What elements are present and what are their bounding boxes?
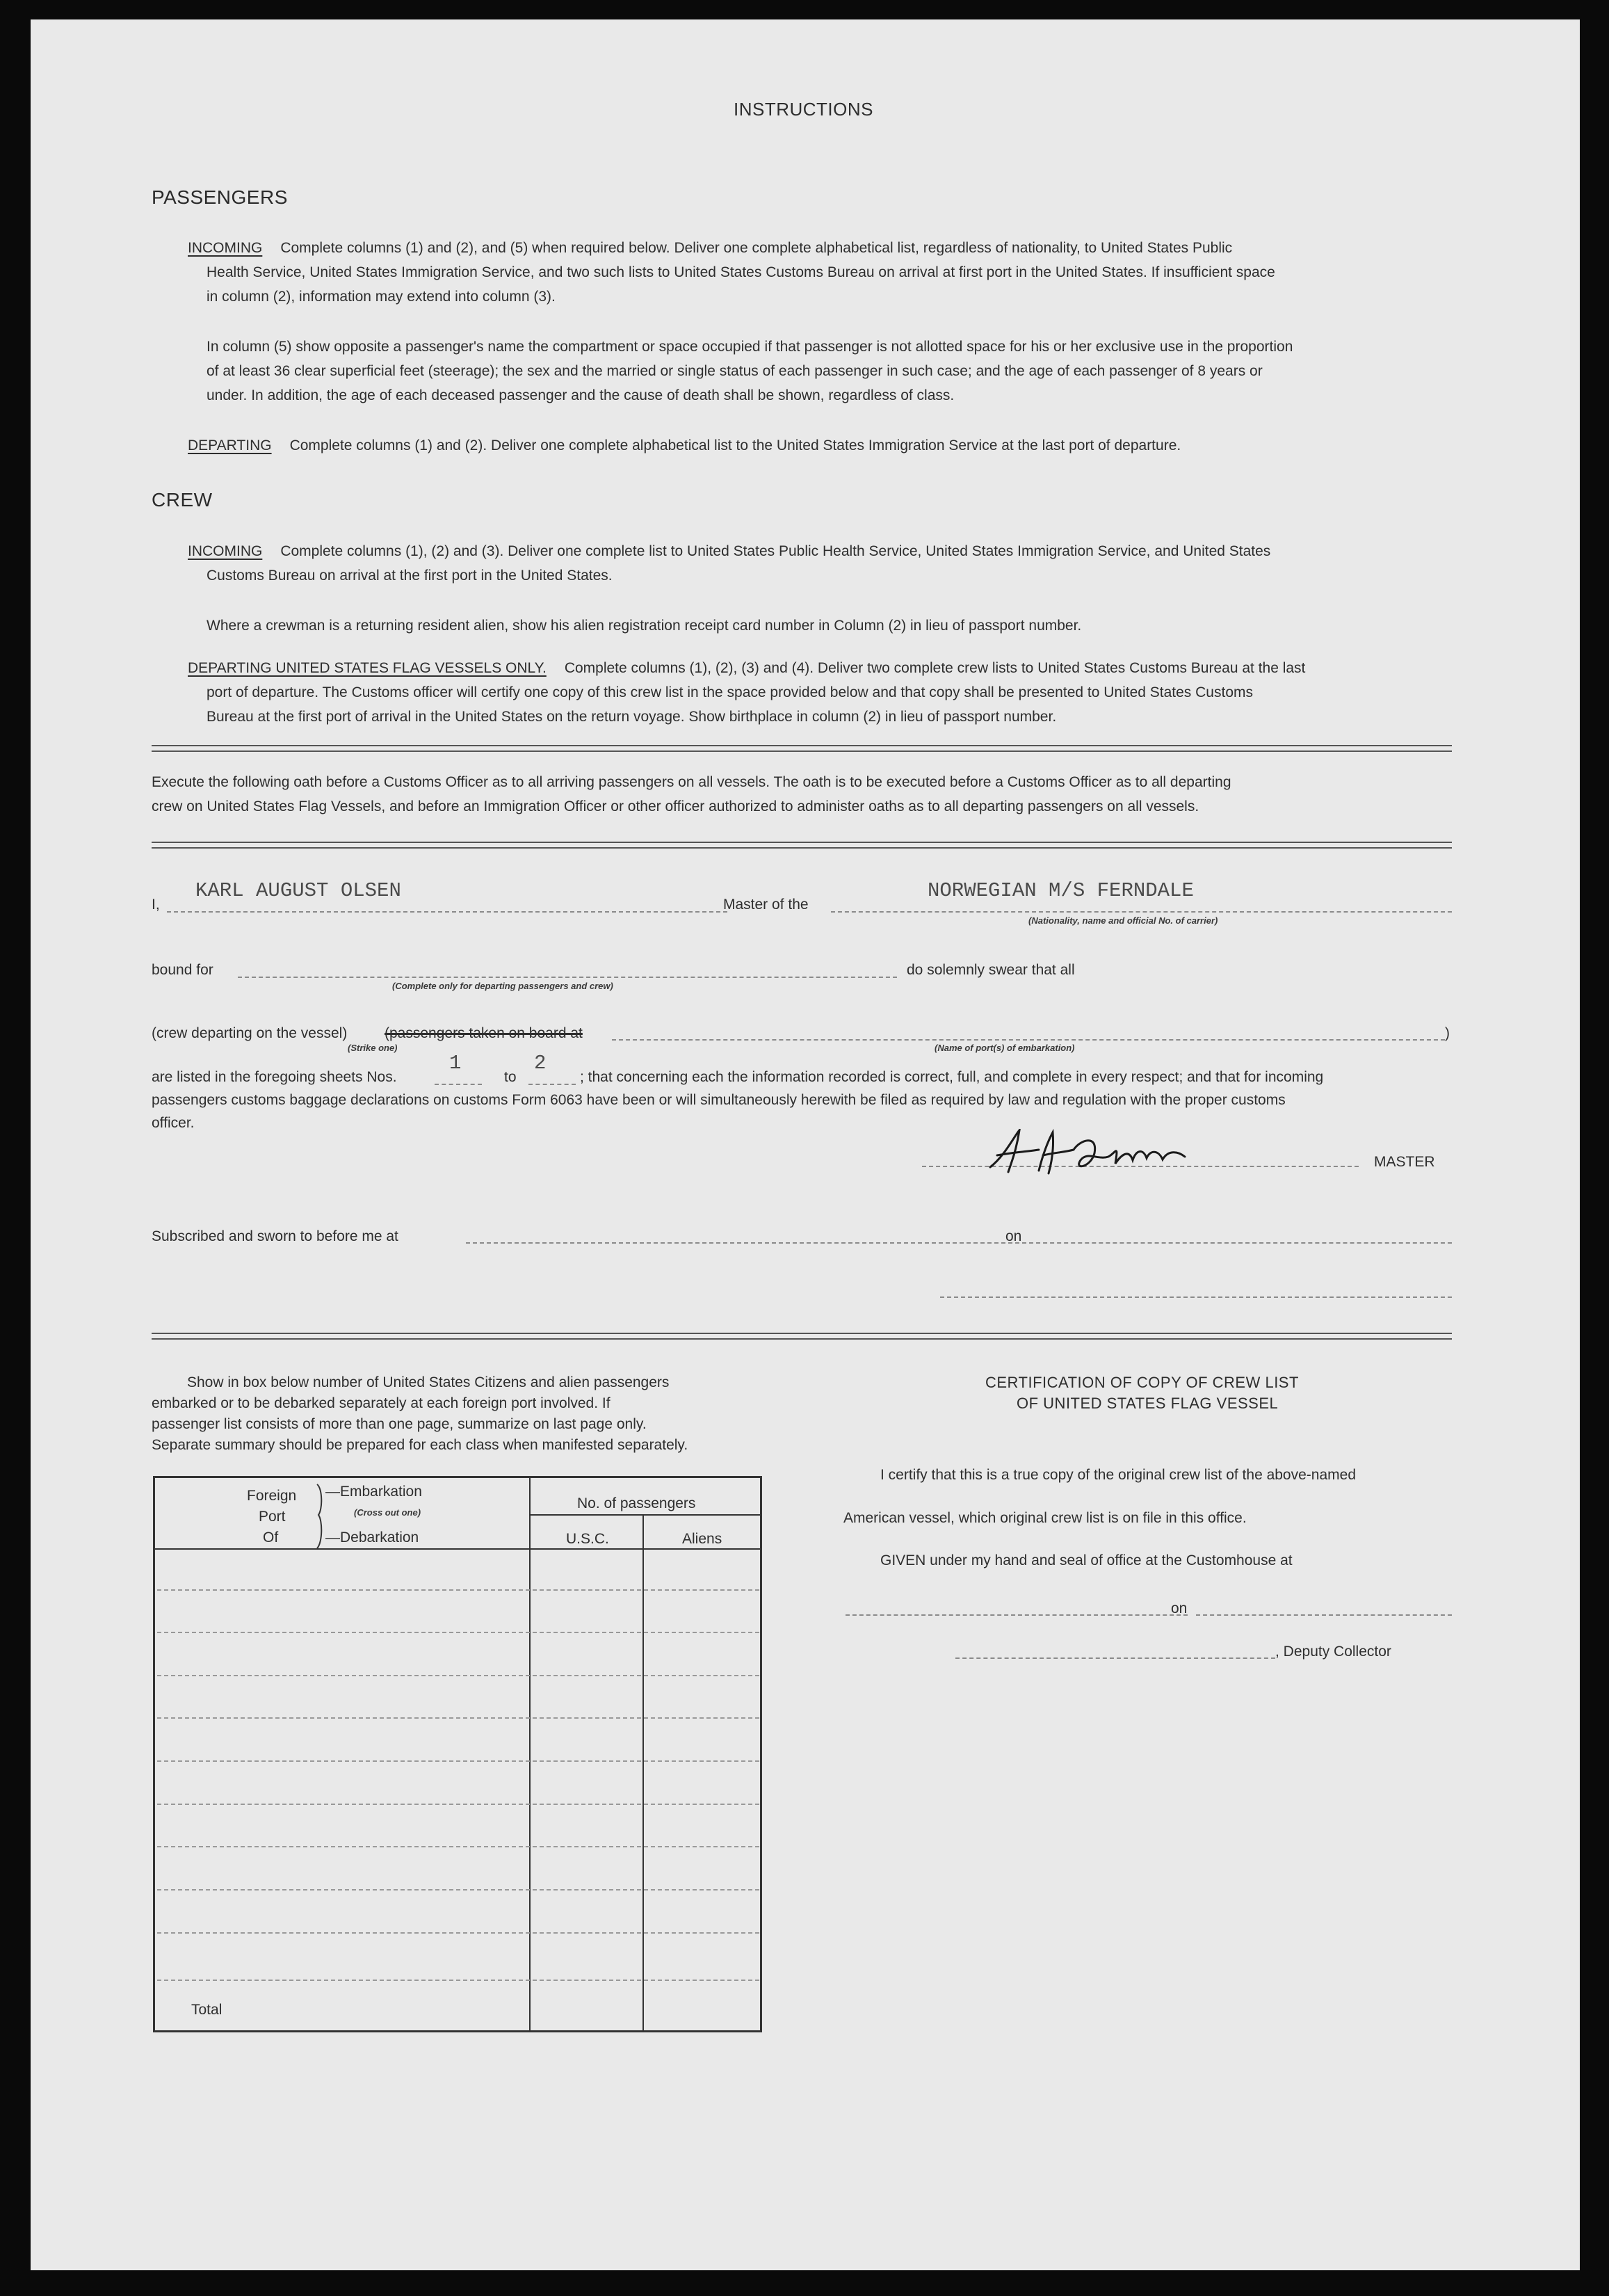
embarkation-option[interactable]: —Embarkation <box>325 1484 422 1500</box>
summary-instructions-line-1: Show in box below number of United States Citizens and alien passengers <box>187 1374 670 1390</box>
sheet-to-line <box>528 1084 576 1085</box>
ports-caption: (Name of port(s) of embarkation) <box>935 1043 1075 1053</box>
summary-instructions-line-2: embarked or to be debarked separately at each foreign port involved. If <box>152 1395 611 1411</box>
subscribed-place-field[interactable] <box>466 1242 1026 1244</box>
passengers-departing-line: DEPARTING Complete columns (1) and (2). Deliver one complete alphabetical list to the United States Immigration Service at the last port of departure. <box>188 437 1181 453</box>
master-of-label: Master of the <box>723 897 809 913</box>
oath-i-label: I, <box>152 897 160 913</box>
col-usc: U.S.C. <box>566 1531 609 1547</box>
crew-incoming-line-2: Customs Bureau on arrival at the first port in the United States. <box>207 568 613 584</box>
crew-departing-label: DEPARTING UNITED STATES FLAG VESSELS ONLY. <box>188 660 547 676</box>
listed-line-3: officer. <box>152 1115 195 1131</box>
col-foreign: Foreign <box>247 1488 297 1504</box>
summary-instructions-line-3: passenger list consists of more than one page, summarize on last page only. <box>152 1416 647 1432</box>
listed-line-1: are listed in the foregoing sheets Nos. <box>152 1069 397 1085</box>
crew-departing-line-2: port of departure. The Customs officer will certify one copy of this crew list in the space provided below and that copy shall be presented to United States Customs <box>207 684 1253 700</box>
divider-3 <box>152 1333 1452 1340</box>
passengers-incoming-line-3: in column (2), information may extend into column (3). <box>207 289 556 305</box>
vessel-field[interactable]: NORWEGIAN M/S FERNDALE <box>928 879 1194 902</box>
certify-line-2: American vessel, which original crew list is on file in this office. <box>843 1510 1247 1526</box>
certification-title-1: CERTIFICATION OF COPY OF CREW LIST <box>985 1374 1299 1391</box>
subscribed-date-field[interactable] <box>1029 1242 1452 1244</box>
swear-label: do solemnly swear that all <box>907 962 1075 978</box>
form-page <box>31 19 1580 2270</box>
strike-caption: (Strike one) <box>348 1043 398 1053</box>
passengers-taken-option[interactable]: (passengers taken on board at <box>385 1025 583 1041</box>
bound-for-label: bound for <box>152 962 213 978</box>
total-label: Total <box>191 2002 223 2018</box>
oath-instructions-line-2: crew on United States Flag Vessels, and before an Immigration Officer or other officer authorized to administer oaths as to all departing passengers on all vessels. <box>152 798 1199 814</box>
certify-line-1: I certify that this is a true copy of the original crew list of the above-named <box>880 1467 1356 1483</box>
crew-departing-line-3: Bureau at the first port of arrival in the United States on the return voyage. Show birthplace in column (2) in lieu of passport number. <box>207 709 1057 725</box>
close-paren: ) <box>1445 1025 1450 1041</box>
col-of: Of <box>263 1530 279 1546</box>
to-label: to <box>504 1069 517 1085</box>
passenger-summary-table <box>153 1476 762 2032</box>
certification-date-field[interactable] <box>1196 1614 1452 1616</box>
deputy-collector-label: , Deputy Collector <box>1275 1644 1391 1660</box>
col-port: Port <box>259 1509 286 1525</box>
column5-line-2: of at least 36 clear superficial feet (steerage); the sex and the married or single status of each passenger in such case; and the age of each passenger of 8 years or <box>207 363 1263 379</box>
passengers-incoming-line-2: Health Service, United States Immigration Service, and two such lists to United States Customs Bureau on arrival at first port in the United States. If insufficient space <box>207 264 1275 280</box>
master-name-field[interactable]: KARL AUGUST OLSEN <box>195 879 401 902</box>
listed-line-2: passengers customs baggage declarations on customs Form 6063 have been or will simultaneously herewith be filed as required by law and regulation with the proper customs <box>152 1092 1286 1108</box>
crew-departing-line-1: DEPARTING UNITED STATES FLAG VESSELS ONLY. Complete columns (1), (2), (3) and (4). Deliver two complete crew lists to United States Customs Bureau at the last <box>188 660 1306 676</box>
column5-line-1: In column (5) show opposite a passenger's name the compartment or space occupied if that passenger is not allotted space for his or her exclusive use in the proportion <box>207 339 1293 355</box>
customhouse-field[interactable] <box>846 1614 1188 1616</box>
subscribed-on-label: on <box>1005 1228 1022 1244</box>
passengers-incoming-label: INCOMING <box>188 240 263 256</box>
col-aliens: Aliens <box>682 1531 722 1547</box>
sheet-to-field[interactable]: 2 <box>534 1052 547 1075</box>
passengers-incoming-line-1: INCOMING Complete columns (1) and (2), and (5) when required below. Deliver one complete alphabetical list, regardless of nationality, to United States Public <box>188 240 1233 256</box>
crew-incoming-label: INCOMING <box>188 543 263 559</box>
officer-signature-field[interactable] <box>940 1296 1452 1298</box>
vessel-caption: (Nationality, name and official No. of carrier) <box>1028 915 1218 926</box>
sheet-from-line <box>435 1084 482 1085</box>
certification-on-label: on <box>1171 1600 1188 1616</box>
crew-resident-line: Where a crewman is a returning resident alien, show his alien registration receipt card number in Column (2) in lieu of passport number. <box>207 618 1082 634</box>
passengers-heading: PASSENGERS <box>152 186 288 208</box>
listed-suffix: ; that concerning each the information recorded is correct, full, and complete in every respect; and that for incoming <box>580 1069 1324 1085</box>
cross-out-caption: (Cross out one) <box>354 1507 421 1518</box>
master-name-field-line <box>167 911 727 913</box>
given-line: GIVEN under my hand and seal of office at the Customhouse at <box>880 1552 1293 1568</box>
crew-incoming-line-1: INCOMING Complete columns (1), (2) and (3). Deliver one complete list to United States Public Health Service, United States Immigration Service, and United States <box>188 543 1271 559</box>
bound-for-caption: (Complete only for departing passengers and crew) <box>392 981 613 991</box>
column5-line-3: under. In addition, the age of each deceased passenger and the cause of death shall be shown, regardless of class. <box>207 387 955 403</box>
certification-title-2: OF UNITED STATES FLAG VESSEL <box>1017 1395 1279 1412</box>
master-label: MASTER <box>1374 1154 1435 1170</box>
master-signature-icon <box>976 1129 1240 1178</box>
passengers-departing-label: DEPARTING <box>188 437 272 453</box>
divider-1 <box>152 745 1452 752</box>
page-title: INSTRUCTIONS <box>734 99 873 120</box>
deputy-signature-field[interactable] <box>955 1657 1275 1659</box>
embarkation-ports-field[interactable] <box>612 1039 1445 1041</box>
bound-for-field[interactable] <box>238 977 897 978</box>
crew-departing-option[interactable]: (crew departing on the vessel) <box>152 1025 348 1041</box>
debarkation-option[interactable]: —Debarkation <box>325 1530 419 1546</box>
vessel-field-line <box>831 911 1452 913</box>
summary-instructions-line-4: Separate summary should be prepared for each class when manifested separately. <box>152 1437 688 1453</box>
crew-heading: CREW <box>152 489 213 511</box>
col-no-passengers: No. of passengers <box>577 1495 696 1511</box>
sheet-from-field[interactable]: 1 <box>449 1052 462 1075</box>
divider-2 <box>152 842 1452 849</box>
oath-instructions-line-1: Execute the following oath before a Customs Officer as to all arriving passengers on all vessels. The oath is to be executed before a Customs Officer as to all departing <box>152 774 1231 790</box>
subscribed-label: Subscribed and sworn to before me at <box>152 1228 398 1244</box>
